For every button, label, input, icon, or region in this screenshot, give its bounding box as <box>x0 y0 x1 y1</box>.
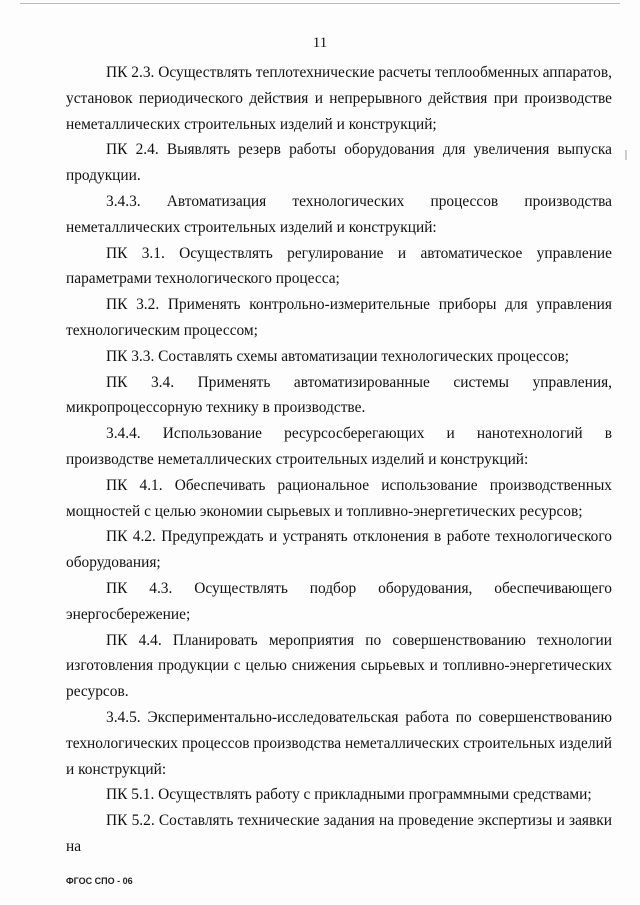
paragraph-pk-4-3: ПК 4.3. Осуществлять подбор оборудования, обеспечивающего энергосбережение; <box>66 579 612 623</box>
page-footer: ФГОС СПО - 06 <box>66 876 133 886</box>
page-number: 11 <box>312 35 328 51</box>
section-heading-3-4-5: 3.4.5. Экспериментально-исследовательская работа по совершенствованию технологических процессов производства неметаллических строительных изделий и конструкций: <box>66 708 612 778</box>
paragraph-pk-4-4: ПК 4.4. Планировать мероприятия по совершенствованию технологии изготовления продукции с целью снижения сырьевых и топливно-энергетических ресурсов. <box>66 631 612 701</box>
scan-margin-mark <box>625 150 627 160</box>
section-heading-3-4-3: 3.4.3. Автоматизация технологических процессов производства неметаллических строительных изделий и конструкций: <box>66 192 612 236</box>
scan-top-edge <box>20 3 620 4</box>
paragraph-pk-2-3: ПК 2.3. Осуществлять теплотехнические расчеты теплообменных аппаратов, установок периодического действия и непрерывного действия при производстве неметаллических строительных изделий и конструкций; <box>66 64 612 133</box>
paragraph-pk-2-4: ПК 2.4. Выявлять резерв работы оборудования для увеличения выпуска продукции. <box>66 141 612 185</box>
document-body <box>66 60 612 860</box>
paragraph-pk-3-1: ПК 3.1. Осуществлять регулирование и автоматическое управление параметрами технологического процесса; <box>66 244 612 288</box>
paragraph-pk-4-2: ПК 4.2. Предупреждать и устранять отклонения в работе технологического оборудования; <box>66 528 612 572</box>
paragraph-pk-5-1: ПК 5.1. Осуществлять работу с прикладными программными средствами; <box>106 786 592 804</box>
paragraph-pk-3-3: ПК 3.3. Составлять схемы автоматизации технологических процессов; <box>106 347 570 365</box>
paragraph-pk-5-2: ПК 5.2. Составлять технические задания на проведение экспертизы и заявки на <box>66 812 612 855</box>
section-heading-3-4-4: 3.4.4. Использование ресурсосберегающих и нанотехнологий в производстве неметаллических строительных изделий и конструкций: <box>66 425 612 468</box>
paragraph-pk-4-1: ПК 4.1. Обеспечивать рациональное использование производственных мощностей с целью экономии сырьевых и топливно-энергетических ресурсов; <box>66 476 612 520</box>
paragraph-pk-3-2: ПК 3.2. Применять контрольно-измерительные приборы для управления технологическим процессом; <box>66 296 612 339</box>
paragraph-pk-3-4: ПК 3.4. Применять автоматизированные системы управления, микропроцессорную технику в производстве. <box>66 373 612 417</box>
